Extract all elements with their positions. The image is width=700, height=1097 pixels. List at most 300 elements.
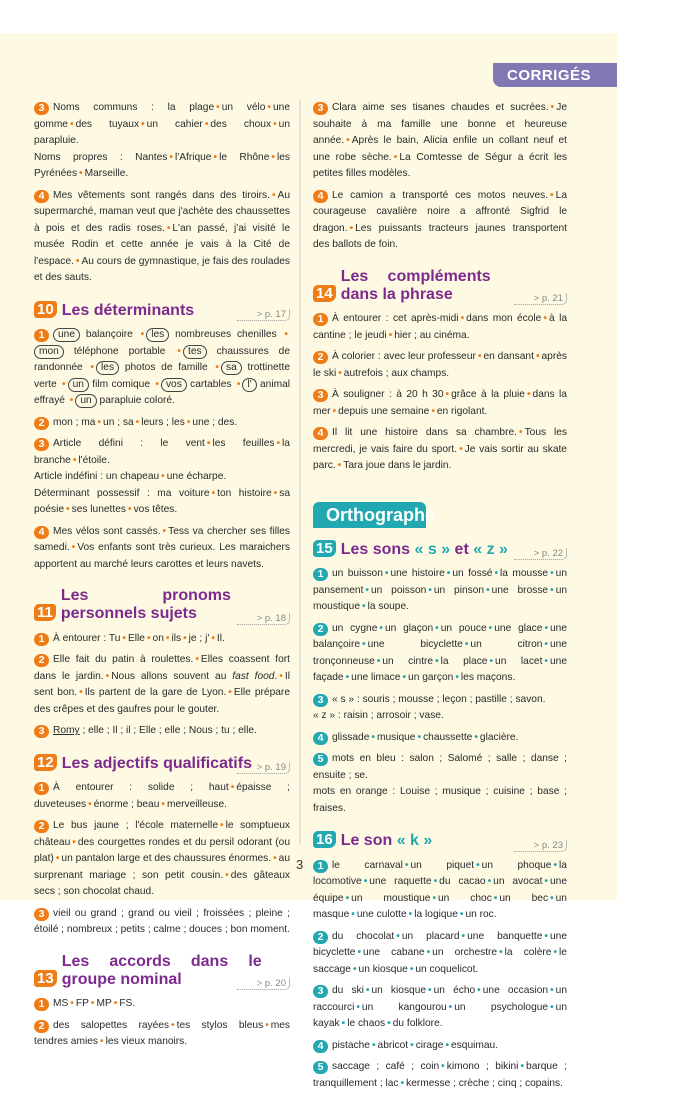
page-reference-link[interactable]: > p. 17 — [237, 309, 290, 321]
exercise-4 — [313, 425, 567, 475]
section-16-header — [313, 831, 567, 852]
list-item: Elle — [127, 632, 145, 644]
list-item: Je vais sortir au skate parc. — [313, 443, 567, 471]
bullet-separator: • — [396, 930, 400, 942]
circled-determiner: les — [96, 361, 119, 375]
bullet-separator: • — [273, 487, 278, 499]
list-item: téléphone portable — [63, 345, 176, 357]
bullet-separator: • — [371, 731, 375, 743]
bullet-separator: • — [332, 405, 337, 417]
list-item: à la cantine ; le jeudi — [313, 313, 567, 341]
section-number-badge: 10 — [34, 301, 57, 318]
list-item: animal effrayé — [34, 378, 291, 406]
bullet-separator: • — [365, 584, 369, 596]
section-number-badge: 14 — [313, 285, 336, 302]
list-item: une façade — [313, 655, 567, 683]
list-item: Il lit une histoire dans sa chambre. — [332, 427, 517, 438]
list-item: une bicyclette — [313, 930, 567, 958]
list-item: les Pyrénées — [34, 151, 291, 179]
bullet-separator: • — [100, 1036, 104, 1047]
text: « s » : souris ; mousse ; leçon ; pastille ; savon. — [332, 693, 546, 705]
list-item: MS — [53, 998, 69, 1009]
bullet-separator: • — [499, 947, 503, 958]
bullet-separator: • — [338, 367, 342, 379]
list-item: le somptueux château — [34, 820, 291, 848]
bullet-separator: • — [428, 584, 432, 596]
list-item: le carnaval — [332, 859, 403, 871]
bullet-separator: • — [477, 985, 481, 996]
list-item: un pinson — [433, 584, 485, 596]
page-number: 3 — [296, 857, 304, 872]
bullet-separator: • — [216, 102, 220, 113]
exercise-number-badge: 5 — [313, 1061, 328, 1074]
bullet-separator: • — [162, 525, 167, 537]
page-reference-link[interactable]: > p. 18 — [237, 613, 290, 625]
list-item: nombreuses chenilles — [169, 329, 283, 340]
bullet-separator: • — [489, 655, 494, 667]
section-number-badge: 13 — [34, 970, 57, 987]
bullet-separator: • — [362, 639, 366, 650]
exercise-2 — [313, 929, 567, 979]
list-item: ils — [171, 632, 182, 644]
bullet-separator: • — [487, 876, 492, 887]
bullet-separator: • — [72, 836, 76, 848]
exercise-1 — [313, 311, 567, 344]
section-number-badge: 11 — [34, 604, 56, 621]
section-title: Les accords dans le groupe nominal — [61, 952, 262, 988]
bullet-separator: • — [70, 998, 74, 1009]
circled-determiner: l' — [242, 378, 256, 392]
exercise-4 — [34, 524, 290, 574]
bullet-separator: • — [441, 1061, 445, 1072]
list-item: un piquet — [410, 859, 475, 871]
list-item: Il. — [216, 632, 225, 644]
list-item: en dansant — [483, 351, 534, 362]
bullet-separator: • — [362, 601, 366, 612]
bullet-separator: • — [146, 632, 151, 644]
exercise-number-badge: 3 — [313, 102, 328, 115]
list-item: la locomotive — [313, 859, 567, 887]
bullet-separator: • — [402, 672, 407, 683]
bullet-separator: • — [387, 1018, 391, 1029]
page-reference-link[interactable]: > p. 22 — [514, 548, 567, 560]
exercise-1 — [313, 566, 567, 616]
bullet-separator: • — [428, 985, 432, 996]
bullet-separator: • — [265, 1019, 269, 1031]
exercise-1 — [34, 996, 290, 1013]
bullet-separator: • — [276, 438, 281, 449]
list-item: épaisse ; duveteuses — [34, 782, 290, 810]
list-item: Mes vêtements sont rangés dans des tiroirs. — [53, 189, 270, 201]
list-item: Tess va chercher ses filles samedi. — [34, 525, 290, 553]
bullet-separator: • — [171, 1019, 175, 1031]
exercise-4 — [313, 1038, 567, 1055]
list-item: du cacao — [439, 876, 486, 887]
list-item: la branche — [34, 438, 290, 466]
corriges-tab — [493, 63, 617, 87]
exercise-number-badge: 3 — [34, 908, 49, 921]
list-item: après le ski — [313, 351, 567, 379]
list-item: L'an passé, j'ai visité le musée Rodin et cette année je vais à la Cité de l'espace. — [34, 222, 290, 267]
bullet-separator: • — [388, 329, 393, 341]
bullet-separator: • — [88, 798, 92, 810]
bullet-separator: • — [435, 622, 439, 634]
list-item: Au supermarché, maman veut que j'achète des chaussettes à pois et des radis roses. — [34, 189, 290, 234]
list-item: À colorier : avec leur professeur — [332, 351, 476, 362]
list-item: depuis une semaine — [338, 405, 430, 417]
list-item: Marseille. — [84, 168, 129, 179]
bullet-separator: • — [518, 427, 523, 438]
list-item: À entourer : cet après-midi — [332, 313, 459, 324]
list-item: mon ; ma — [53, 416, 96, 428]
bullet-separator: • — [433, 876, 438, 887]
section-title: Les compléments dans la phrase — [340, 267, 491, 303]
exercise-number-badge: 4 — [34, 526, 49, 539]
bullet-separator: • — [113, 998, 118, 1009]
exercise-5 — [313, 1059, 567, 1092]
list-item: la colère — [504, 947, 552, 958]
list-item: leurs ; les — [141, 416, 185, 428]
list-item: kimono ; bikini — [446, 1061, 519, 1072]
exercise-number-badge: 2 — [34, 654, 49, 667]
bullet-separator: • — [426, 947, 431, 958]
list-item: hier ; au cinéma. — [394, 329, 470, 341]
list-item: un kiosque — [358, 963, 408, 975]
exercise-3 — [34, 436, 290, 519]
list-item: autrefois ; aux champs. — [343, 367, 450, 379]
bullet-separator: • — [544, 655, 548, 667]
bullet-separator: • — [459, 443, 463, 455]
bullet-separator: • — [122, 632, 126, 644]
list-item: la mousse — [500, 568, 549, 579]
page-reference-link[interactable]: > p. 21 — [514, 293, 567, 305]
bullet-separator: • — [550, 985, 554, 996]
list-item: Le camion a transporté ces motos neuves. — [332, 189, 549, 201]
list-item: le saccage — [313, 947, 567, 975]
bullet-separator: • — [464, 639, 469, 650]
list-item: cirage — [415, 1039, 444, 1051]
bullet-separator: • — [135, 416, 140, 428]
bullet-separator: • — [75, 255, 80, 267]
text: mots en orange : Louise ; musique ; cuisine ; base ; fraises. — [313, 786, 567, 814]
exercise-number-badge: 2 — [34, 820, 49, 833]
bullet-separator: • — [445, 389, 450, 400]
section-11-header — [34, 587, 290, 625]
bullet-separator: • — [408, 909, 413, 920]
bullet-separator: • — [461, 930, 466, 942]
list-item: une histoire — [390, 568, 445, 579]
list-item: un phoque — [481, 859, 552, 871]
list-item: je ; j' — [188, 632, 210, 644]
list-item: un citron — [470, 639, 543, 650]
bullet-separator: • — [474, 731, 478, 743]
exercise-number-badge: 2 — [34, 417, 49, 430]
list-item: À entourer : solide ; haut — [53, 782, 229, 793]
list-item: Clara aime ses tisanes chaudes et sucrées. — [332, 102, 549, 113]
exercise-1 — [34, 780, 290, 813]
exercise-number-badge: 3 — [313, 985, 328, 998]
bullet-separator: • — [544, 876, 548, 887]
bullet-separator: • — [166, 222, 171, 234]
list-item: une brosse — [491, 584, 549, 596]
list-item: une bicyclette — [367, 639, 463, 650]
list-item: un choc — [438, 892, 492, 904]
list-item: une gomme — [34, 102, 290, 130]
list-item: un orchestre — [432, 947, 498, 958]
bullet-separator: • — [459, 909, 464, 920]
list-item: du folklore. — [392, 1018, 443, 1029]
bullet-separator: • — [273, 853, 277, 864]
bullet-separator: • — [55, 853, 60, 864]
list-item: le Rhône — [219, 151, 270, 163]
list-item: une glace — [494, 622, 543, 634]
bullet-separator: • — [400, 1077, 405, 1089]
exercise-number-badge: 1 — [313, 313, 328, 326]
list-item: un raccourci — [313, 985, 567, 1013]
bullet-separator: • — [161, 471, 165, 482]
list-item: un vélo — [221, 102, 266, 113]
list-item: Vos enfants sont très curieux. Les maraichers apportent au marché leurs carottes et leurs navets. — [34, 542, 290, 570]
list-item: la soupe. — [367, 601, 409, 612]
text: Elle fait du patin à roulettes. — [53, 654, 194, 665]
bullet-separator: • — [345, 672, 350, 683]
circled-determiner: une — [53, 328, 80, 342]
bullet-separator: • — [215, 362, 219, 373]
text: « z » : raisin ; arrosoir ; vase. — [313, 710, 444, 721]
section-14-header — [313, 268, 567, 306]
list-item: trottinette verte — [34, 362, 290, 390]
exercise-1 — [34, 631, 290, 648]
bullet-separator: • — [140, 329, 145, 340]
bullet-separator: • — [346, 135, 350, 146]
list-item: une culotte — [356, 909, 407, 920]
exercise-number-badge: 2 — [313, 931, 328, 944]
bullet-separator: • — [357, 947, 362, 958]
section-title — [341, 541, 508, 558]
text: Ils partent de la gare de Lyon. — [84, 687, 227, 698]
list-item: l'étoile. — [78, 454, 110, 466]
exercise-number-badge: 5 — [313, 753, 328, 766]
bullet-separator: • — [493, 892, 498, 904]
exercise-5 — [313, 751, 567, 817]
list-item: un kangourou — [361, 1001, 447, 1013]
text: Nous allons souvent au — [111, 670, 233, 682]
bullet-separator: • — [526, 389, 531, 400]
underlined-word: Romy — [53, 725, 80, 736]
bullet-separator: • — [410, 1039, 414, 1051]
list-item: un pouce — [440, 622, 487, 634]
text: Article défini : le vent — [53, 438, 205, 449]
exercise-3 — [313, 100, 567, 183]
list-item: un roc. — [465, 909, 497, 920]
bullet-separator: • — [435, 655, 439, 667]
list-item: musique — [376, 731, 416, 743]
bullet-separator: • — [90, 998, 95, 1009]
bullet-separator: • — [455, 672, 459, 683]
list-item: Après le bain, Alicia enfile un collant neuf et une robe sèche. — [313, 135, 567, 163]
list-item: des courgettes rondes et du persil odorant (ou plat) — [34, 836, 290, 864]
list-item: du chocolat — [332, 930, 395, 942]
list-item: vos têtes. — [133, 504, 178, 515]
list-item: un cintre — [382, 655, 434, 667]
list-item: Les puissants tracteurs jaunes transportent des ballots de foin. — [313, 222, 567, 250]
list-item: un cahier — [146, 118, 203, 130]
bullet-separator: • — [337, 460, 342, 471]
bullet-separator: • — [206, 438, 211, 449]
bullet-separator: • — [177, 345, 181, 357]
list-item: un moustique — [351, 892, 431, 904]
text: Déterminant possessif : ma voiture — [34, 487, 210, 499]
exercise-number-badge: 1 — [34, 633, 49, 646]
bullet-separator: • — [460, 313, 465, 324]
bullet-separator: • — [404, 859, 409, 871]
page-reference-link[interactable]: > p. 19 — [237, 762, 290, 774]
list-item: une banquette — [467, 930, 543, 942]
list-item: un masque — [313, 892, 567, 920]
bullet-separator: • — [494, 568, 499, 579]
right-column — [313, 100, 567, 1097]
list-item: Je souhaite à ma famille une bonne et heureuse année. — [313, 102, 567, 146]
list-item: un glaçon — [384, 622, 434, 634]
bullet-separator: • — [550, 568, 554, 579]
bullet-separator: • — [379, 622, 383, 634]
bullet-separator: • — [230, 782, 235, 793]
section-title: Les déterminants — [61, 301, 195, 319]
text: « k » — [396, 832, 433, 849]
bullet-separator: • — [356, 1001, 360, 1013]
corriges-label: CORRIGÉS — [507, 66, 592, 84]
text: « s » — [414, 540, 451, 558]
list-item: balançoire — [80, 329, 139, 340]
bullet-separator: • — [448, 1001, 453, 1013]
exercise-number-badge: 1 — [34, 329, 49, 342]
bullet-separator: • — [477, 351, 482, 362]
section-title: Les pronoms personnels sujets — [60, 587, 231, 622]
section-13-header — [34, 953, 290, 991]
list-item: les vieux manoirs. — [105, 1036, 188, 1047]
bullet-separator: • — [62, 378, 66, 390]
list-item: un lacet — [495, 655, 543, 667]
list-item: Le bus jaune ; l'école maternelle — [53, 820, 218, 831]
bullet-separator: • — [284, 329, 288, 340]
list-item: des choux — [210, 118, 272, 130]
exercise-3 — [313, 692, 567, 725]
list-item: Mes vélos sont cassés. — [53, 525, 161, 537]
list-item: un pansement — [313, 568, 567, 596]
list-item: les maçons. — [460, 672, 516, 683]
circled-determiner: tes — [183, 345, 207, 359]
list-item: À entourer : Tu — [53, 632, 121, 644]
page-reference-link[interactable]: > p. 23 — [514, 840, 567, 852]
bullet-separator: • — [432, 892, 437, 904]
list-item: La courageuse cavalière noire a affronté Sigfrid le dragon. — [313, 189, 567, 234]
bullet-separator: • — [273, 118, 277, 130]
list-item: un parapluie. — [34, 118, 290, 146]
bullet-separator: • — [550, 892, 554, 904]
exercise-4 — [313, 188, 567, 254]
list-item: la logique — [414, 909, 458, 920]
list-item: un kiosque — [371, 985, 427, 996]
text: Elles coassent fort dans le jardin. — [34, 654, 290, 682]
bullet-separator: • — [69, 395, 74, 406]
exercise-number-badge: 2 — [313, 623, 328, 636]
exercise-number-badge: 1 — [313, 860, 328, 873]
list-item: la place — [440, 655, 488, 667]
column-divider — [299, 100, 301, 844]
exercise-2 — [34, 415, 290, 432]
list-item: on — [152, 632, 164, 644]
bullet-separator: • — [204, 118, 209, 130]
page-reference-link[interactable]: > p. 20 — [237, 978, 290, 990]
bullet-separator: • — [267, 102, 271, 113]
orthographe-banner: Orthographe — [313, 502, 426, 528]
bullet-separator: • — [183, 632, 187, 644]
section-15-header — [313, 540, 567, 561]
bullet-separator: • — [553, 859, 558, 871]
list-item: kermesse ; crèche ; cinq ; copains. — [406, 1077, 563, 1089]
list-item: mes tendres amies — [34, 1019, 290, 1047]
list-item: chaussette — [423, 731, 473, 743]
list-item: un placard — [401, 930, 460, 942]
exercise-2 — [34, 818, 290, 901]
bullet-separator: • — [544, 930, 548, 942]
list-item: un psychologue — [454, 1001, 549, 1013]
bullet-separator: • — [446, 568, 451, 579]
list-item: saccage ; café ; coin — [332, 1061, 440, 1072]
list-item: glacière. — [479, 731, 519, 743]
list-item: photos de famille — [119, 362, 214, 373]
exercise-number-badge: 3 — [313, 694, 328, 707]
bullet-separator: • — [127, 504, 132, 515]
list-item: FP — [75, 998, 89, 1009]
bullet-separator: • — [225, 869, 229, 881]
bullet-separator: • — [161, 798, 165, 810]
list-item: une raquette — [369, 876, 432, 887]
list-item: en rigolant. — [436, 405, 488, 417]
bullet-separator: • — [97, 416, 102, 428]
list-item: glissade — [332, 731, 370, 743]
list-item: FS. — [119, 998, 136, 1009]
list-item: un fossé — [452, 568, 493, 579]
section-number-badge: 16 — [313, 831, 336, 848]
list-item: une occasion — [482, 985, 549, 996]
list-item: une ; des. — [192, 416, 238, 428]
list-item: le chaos — [347, 1018, 386, 1029]
bullet-separator: • — [165, 632, 170, 644]
bullet-separator: • — [409, 963, 414, 975]
bullet-separator: • — [550, 189, 554, 201]
text: ; elle ; Il ; il ; Elle ; elle ; Nous ; tu ; elle. — [79, 725, 257, 736]
bullet-separator: • — [155, 378, 159, 390]
list-item: au surprenant mariage ; son petit cousin. — [34, 853, 290, 881]
circled-determiner: vos — [161, 378, 187, 392]
exercise-number-badge: 1 — [313, 568, 328, 581]
bullet-separator: • — [220, 820, 224, 831]
exercise-3 — [34, 723, 290, 740]
list-item: ton histoire — [217, 487, 272, 499]
circled-determiner: un — [68, 378, 89, 392]
section-12-header — [34, 754, 290, 775]
exercise-2 — [313, 349, 567, 382]
exercise-number-badge: 4 — [313, 1040, 328, 1053]
list-item: un moustique — [313, 584, 568, 612]
exercise-2: 2 Elle fait du patin à roulettes. • Elles coassent fort dans le jardin. • Nous allons souvent au fast food. • Il sent bon. • Ils partent de la gare de Lyon. • Elle prépare des crêpes et des gaufres pour le gouter. — [34, 654, 290, 715]
section-number-badge: 12 — [34, 754, 57, 771]
exercise-number-badge: 3 — [34, 438, 49, 451]
exercise-4 — [313, 730, 567, 747]
exercise-number-badge: 3 — [34, 725, 49, 738]
section-title: Les adjectifs qualificatifs — [61, 754, 252, 772]
